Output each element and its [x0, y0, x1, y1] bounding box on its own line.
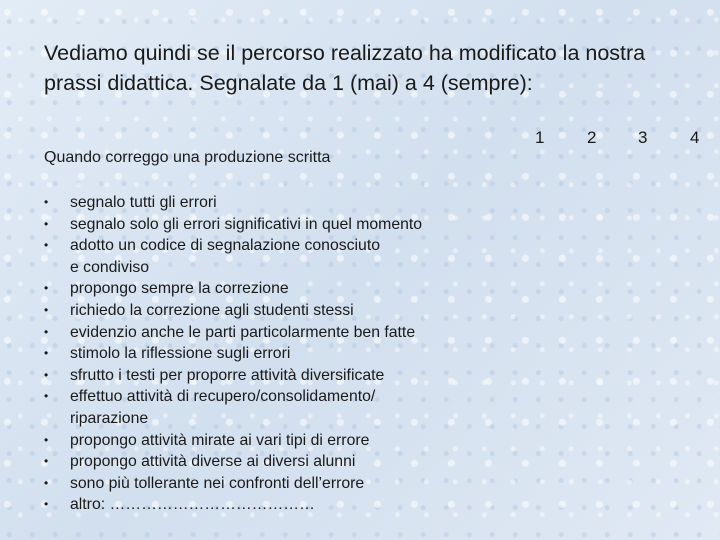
bullet-icon: •	[44, 389, 49, 404]
bullet-icon: •	[44, 346, 49, 361]
list-item	[44, 451, 422, 473]
bullet-icon: •	[44, 432, 49, 447]
bullet-icon: •	[44, 195, 49, 209]
list-item-text: propongo attività mirate ai vari tipi di errore	[70, 431, 370, 449]
bullet-icon: •	[44, 497, 49, 512]
bullet-icon: •	[44, 454, 49, 469]
list-item	[44, 494, 422, 516]
bullet-icon: •	[44, 281, 49, 296]
list-item-text: propongo sempre la correzione	[70, 280, 289, 298]
item-list	[44, 192, 422, 516]
list-item	[44, 473, 422, 495]
slide-title: Vediamo quindi se il percorso realizzato ha modificato la nostra prassi didattica. Segnalate da 1 (mai) a 4 (sempre):	[44, 41, 646, 95]
list-item-text: segnalo tutti gli errori	[70, 194, 217, 211]
list-item	[44, 343, 422, 365]
list-item-text: sono più tollerante nei confronti dell’errore	[70, 474, 365, 492]
list-item	[44, 278, 422, 300]
list-item-text: segnalo solo gli errori significativi in quel momento	[70, 215, 423, 233]
list-item	[44, 214, 422, 236]
list-item	[44, 322, 422, 344]
list-item-text: evidenzio anche le parti particolarmente ben fatte	[70, 323, 416, 341]
list-item	[44, 386, 422, 429]
list-item	[44, 300, 422, 322]
bullet-icon: •	[44, 367, 49, 382]
list-item-text: sfrutto i testi per proporre attività diversificate	[70, 366, 385, 384]
list-item-text: propongo attività diverse ai diversi alunni	[70, 453, 356, 471]
scale-label-1: 1	[535, 128, 545, 147]
list-item	[44, 192, 422, 214]
list-item	[44, 365, 422, 387]
intro-text: Quando correggo una produzione scritta	[44, 149, 331, 166]
scale-label-2: 2	[587, 128, 597, 147]
list-item-text: effettuo attività di recupero/consolidamento/ riparazione	[70, 388, 376, 427]
bullet-icon: •	[44, 216, 49, 231]
list-item-text: stimolo la riflessione sugli errori	[70, 345, 291, 363]
bullet-icon: •	[44, 302, 49, 317]
bullet-icon: •	[44, 238, 49, 253]
list-item-text: richiedo la correzione agli studenti stessi	[70, 301, 354, 319]
scale-label-4: 4	[690, 128, 700, 147]
list-item-text: altro: …………………………………	[70, 496, 315, 514]
list-item-text: adotto un codice di segnalazione conosciuto e condiviso	[70, 237, 381, 276]
list-item	[44, 430, 422, 452]
scale-label-3: 3	[638, 128, 648, 147]
bullet-icon: •	[44, 324, 49, 339]
list-item	[44, 235, 422, 278]
bullet-icon: •	[44, 475, 49, 490]
